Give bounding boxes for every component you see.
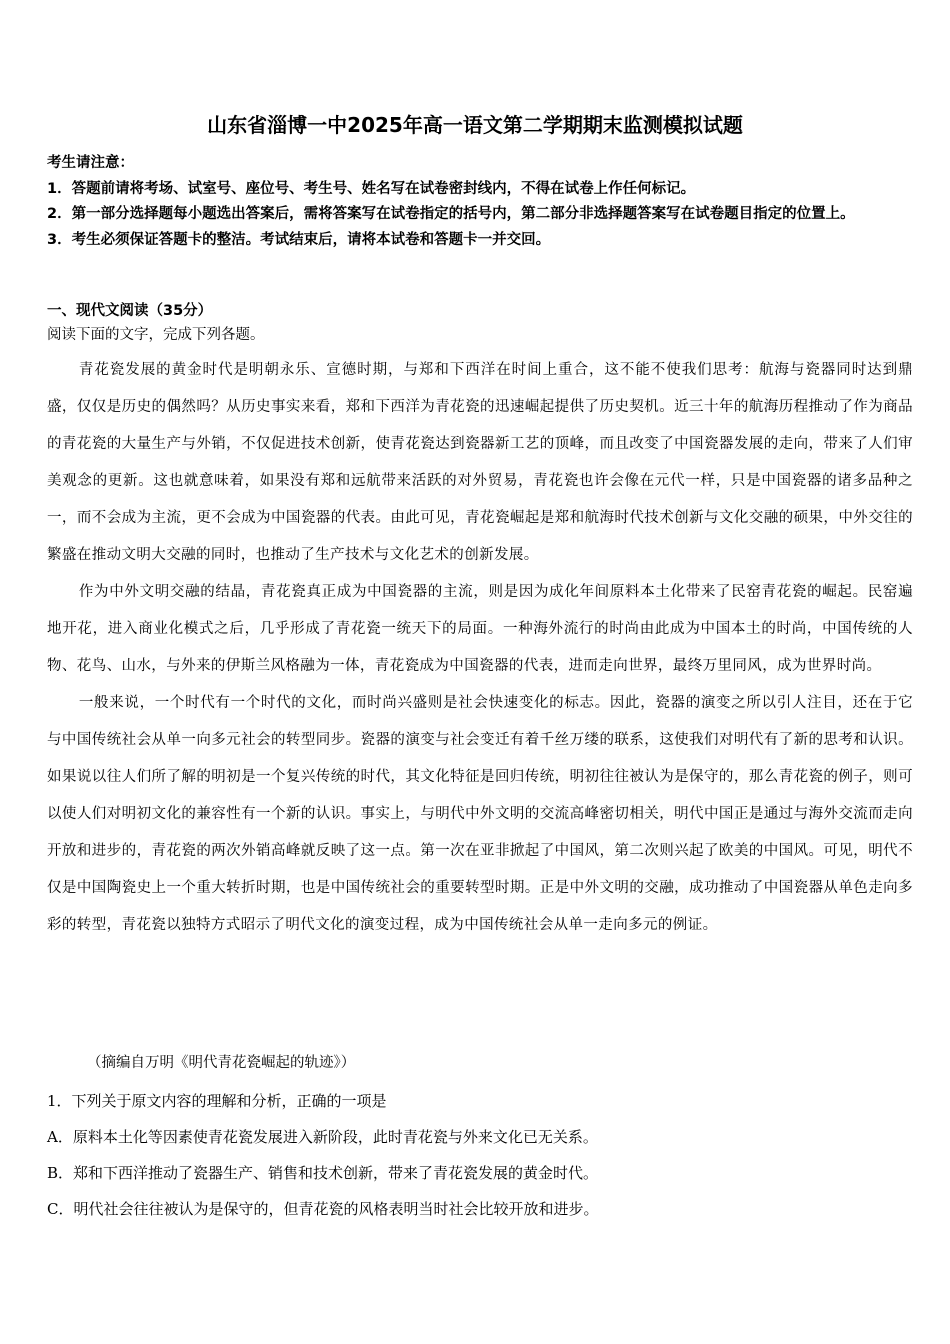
notice-item: 1．答题前请将考场、试室号、座位号、考生号、姓名写在试卷密封线内，不得在试卷上作任何标记。 [47, 180, 696, 197]
passage-paragraph: 一般来说，一个时代有一个时代的文化，而时尚兴盛则是社会快速变化的标志。因此，瓷器的演变之所以引人注目，还在于它与中国传统社会从单一向多元社会的转型同步。瓷器的演变与社会变迁有着千丝万缕的联系，这使我们对明代有了新的思考和认识。如果说以往人们所了解的明初是一个复兴传统的时代，其文化特征是回归传统，明初往往被认为是保守的，那么青花瓷的例子，则可以使人们对明初文化的兼容性有一个新的认识。事实上，与明代中外文明的交流高峰密切相关，明代中国正是通过与海外交流而走向开放和进步的，青花瓷的两次外销高峰就反映了这一点。第一次在亚非掀起了中国风，第二次则兴起了欧美的中国风。可见，明代不仅是中国陶瓷史上一个重大转折时期，也是中国传统社会的重要转型时期。正是中外文明的交融，成功推动了中国瓷器从单色走向多彩的转型，青花瓷以独特方式昭示了明代文化的演变过程，成为中国传统社会从单一走向多元的例证。 [47, 695, 913, 933]
question-block [47, 1083, 913, 1227]
question-option-c: C．明代社会往往被认为是保守的，但青花瓷的风格表明当时社会比较开放和进步。 [47, 1200, 599, 1218]
passage-source: （摘编自万明《明代青花瓷崛起的轨迹》） [87, 1055, 356, 1071]
section-heading: 一、现代文阅读（35分） [47, 303, 213, 319]
reading-passage [47, 352, 913, 944]
page-title: 山东省淄博一中2025年高一语文第二学期期末监测模拟试题 [207, 113, 743, 137]
question-option-a: A．原料本土化等因素使青花瓷发展进入新阶段，此时青花瓷与外来文化已无关系。 [47, 1128, 598, 1146]
question-option-b: B．郑和下西洋推动了瓷器生产、销售和技术创新，带来了青花瓷发展的黄金时代。 [47, 1164, 599, 1182]
section-header [47, 299, 907, 347]
passage-paragraph: 作为中外文明交融的结晶，青花瓷真正成为中国瓷器的主流，则是因为成化年间原料本土化带来了民窑青花瓷的崛起。民窑遍地开花，进入商业化模式之后，几乎形成了青花瓷一统天下的局面。一种海外流行的时尚由此成为中国本土的时尚，中国传统的人物、花鸟、山水，与外来的伊斯兰风格融为一体，青花瓷成为中国瓷器的代表，进而走向世界，最终万里同风，成为世界时尚。 [47, 584, 913, 674]
notice-heading: 考生请注意： [47, 155, 134, 171]
notice-block [47, 151, 907, 253]
section-intro: 阅读下面的文字，完成下列各题。 [47, 327, 265, 343]
notice-item: 2．第一部分选择题每小题选出答案后，需将答案写在试卷指定的括号内，第二部分非选择题答案写在试卷题目指定的位置上。 [47, 206, 855, 222]
notice-item: 3．考生必须保证答题卡的整洁。考试结束后，请将本试卷和答题卡一并交回。 [47, 231, 551, 248]
passage-paragraph: 青花瓷发展的黄金时代是明朝永乐、宣德时期，与郑和下西洋在时间上重合，这不能不使我们思考：航海与瓷器同时达到鼎盛，仅仅是历史的偶然吗？从历史事实来看，郑和下西洋为青花瓷的迅速崛起提供了历史契机。近三十年的航海历程推动了作为商品的青花瓷的大量生产与外销，不仅促进技术创新，使青花瓷达到瓷器新工艺的顶峰，而且改变了中国瓷器发展的走向，带来了人们审美观念的更新。这也就意味着，如果没有郑和远航带来活跃的对外贸易，青花瓷也许会像在元代一样，只是中国瓷器的诸多品种之一，而不会成为主流，更不会成为中国瓷器的代表。由此可见，青花瓷崛起是郑和航海时代技术创新与文化交融的硕果，中外交往的繁盛在推动文明大交融的同时，也推动了生产技术与文化艺术的创新发展。 [47, 362, 913, 563]
question-stem: 1．下列关于原文内容的理解和分析，正确的一项是 [47, 1092, 387, 1110]
